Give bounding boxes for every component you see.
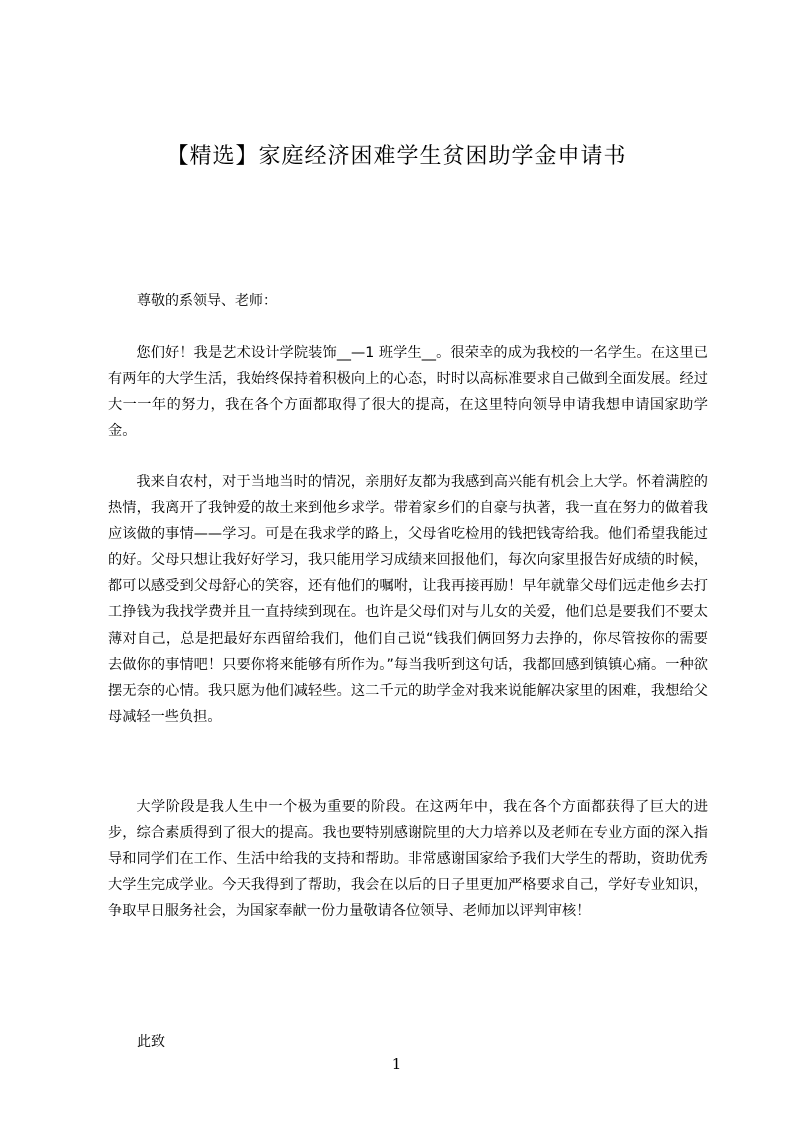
document-title: 【精选】家庭经济困难学生贫困助学金申请书 xyxy=(166,144,627,169)
salutation: 尊敬的系领导、老师： xyxy=(137,293,277,309)
paragraph-family-background: 我来自农村，对于当地当时的情况，亲朋好友都为我感到高兴能有机会上大学。怀着满腔的热情，我离开了我钟爱的故土来到他乡求学。带着家乡们的自豪与执著，我一直在努力的做着我应该做的事情——学习。可是在我求学的路上，父母省吃检用的钱把钱寄给我。他们希望我能过的好。父母只想让我好好学习，我只能用学习成绩来回报他们，每次向家里报告好成绩的时候，都可以感受到父母舒心的笑容，还有他们的嘱咐，让我再接再励！早年就靠父母们远走他乡去打工挣钱为我找学费并且一直持续到现在。也许是父母们对与儿女的关爱，他们总是要我们不要太薄对自己，总是把最好东西留给我们，他们自己说“钱我们俩回努力去挣的，你尽管按你的需要去做你的事情吧！只要你将来能够有所作为。”每当我听到这句话，我都回感到镇镇心痛。一种欲摆无奈的心情。我只愿为他们减轻些。这二千元的助学金对我来说能解决家里的困难，我想给父母减轻一些负担。 xyxy=(108,474,708,725)
closing-phrase: 此致 xyxy=(137,1034,165,1050)
page-number: 1 xyxy=(391,1055,402,1073)
paragraph-gratitude: 大学阶段是我人生中一个极为重要的阶段。在这两年中，我在各个方面都获得了巨大的进步，综合素质得到了很大的提高。我也要特别感谢院里的大力培养以及老师在专业方面的深入指导和同学们在工作、生活中给我的支持和帮助。非常感谢国家给予我们大学生的帮助，资助优秀大学生完成学业。今天我得到了帮助，我会在以后的日子里更加严格要求自己，学好专业知识，争取早日服务社会，为国家奉献一份力量敬请各位领导、老师加以评判审核！ xyxy=(108,799,708,920)
paragraph-introduction: 您们好！我是艺术设计学院装饰__—1 班学生__。很荣幸的成为我校的一名学生。在这里已有两年的大学生活，我始终保持着积极向上的心态，时时以高标准要求自己做到全面发展。经过大一一年的努力，我在各个方面都取得了很大的提高，在这里特向领导申请我想申请国家助学金。 xyxy=(108,345,708,440)
